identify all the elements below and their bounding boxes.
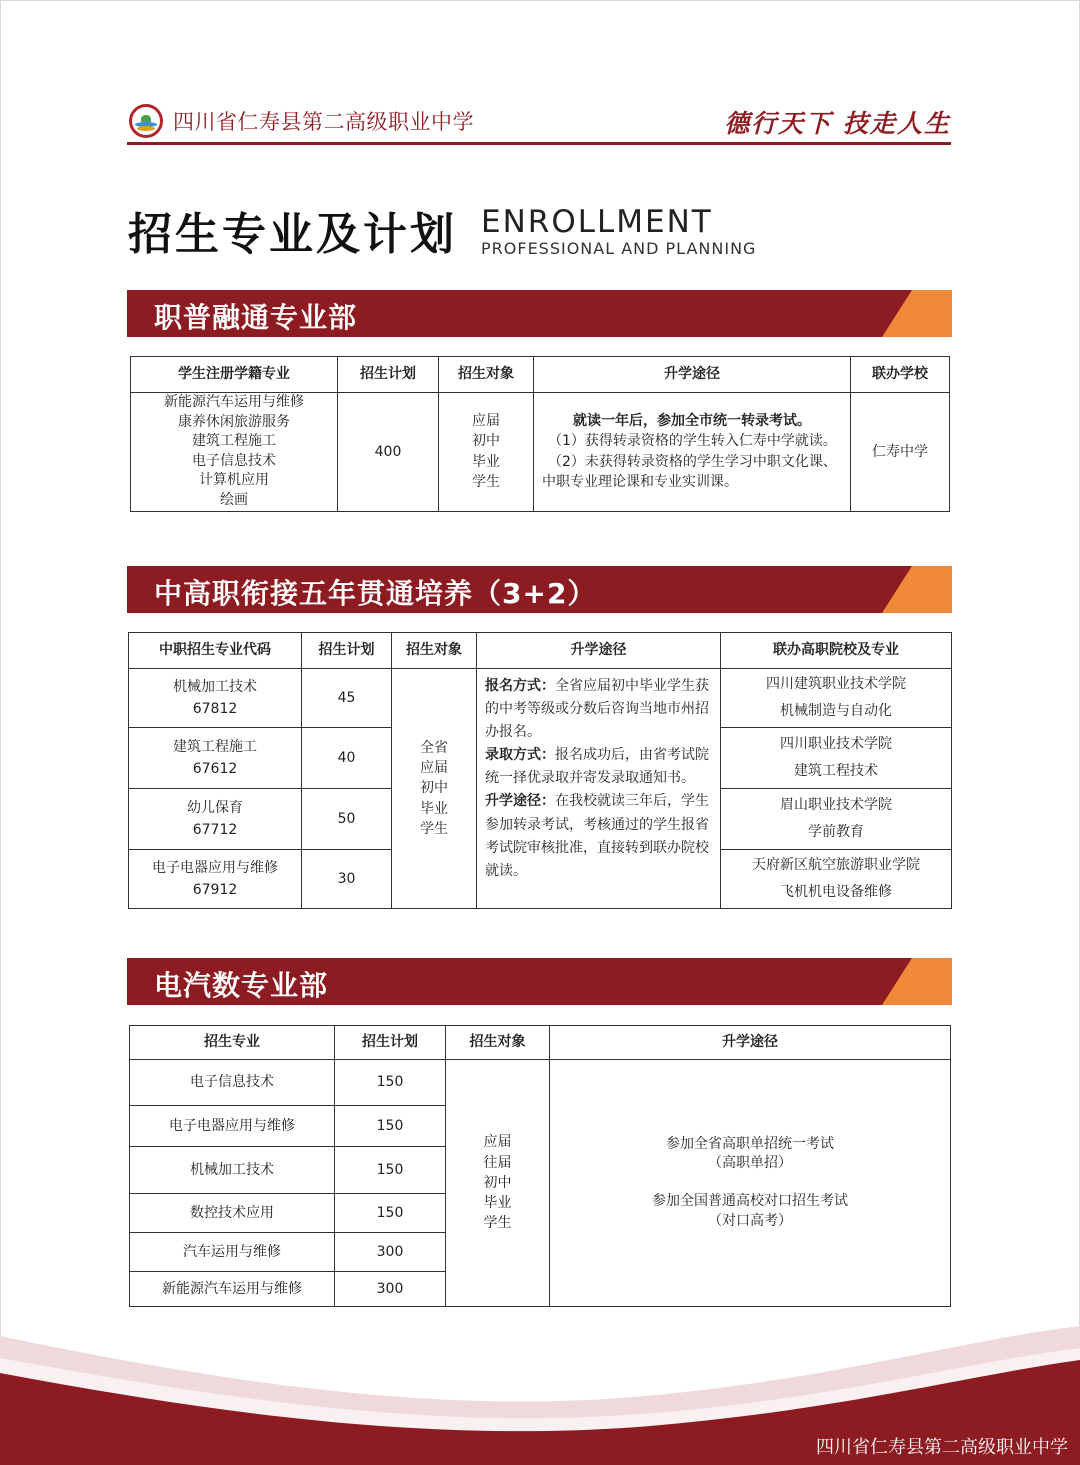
plan-cell: 300 xyxy=(335,1233,446,1272)
footer-school-name: 四川省仁寿县第二高级职业中学 xyxy=(816,1437,1068,1458)
target-line: 应届 xyxy=(472,413,500,430)
page-header xyxy=(127,98,951,145)
col-header: 招生计划 xyxy=(302,633,392,669)
target-line: 学生 xyxy=(472,474,500,491)
col-header: 升学途径 xyxy=(477,633,721,669)
path-cell xyxy=(477,669,721,909)
major-item: 计算机应用 xyxy=(199,472,269,489)
path-line: （2）未获得转录资格的学生学习中职文化课、 xyxy=(548,453,837,470)
col-header: 中职招生专业代码 xyxy=(129,633,302,669)
plan-cell: 400 xyxy=(338,393,439,512)
col-header: 联办学校 xyxy=(851,357,950,393)
target-cell xyxy=(439,393,534,512)
major-name: 机械加工技术 xyxy=(173,678,257,695)
major-cell: 数控技术应用 xyxy=(130,1194,335,1233)
table-3plus2 xyxy=(128,632,952,909)
table-header-row xyxy=(129,633,952,669)
college-cell xyxy=(721,728,952,789)
target-line: 应届 xyxy=(420,760,448,777)
page-subtitle-en: PROFESSIONAL AND PLANNING xyxy=(481,239,757,258)
college-name: 眉山职业技术学院 xyxy=(780,797,892,814)
target-line: 全省 xyxy=(420,739,448,756)
col-header: 招生专业 xyxy=(130,1026,335,1060)
target-line: 初中 xyxy=(472,433,500,450)
table-vocational-general xyxy=(130,356,950,512)
major-item: 新能源汽车运用与维修 xyxy=(164,394,304,410)
major-code-cell xyxy=(129,728,302,789)
target-line: 应届 xyxy=(483,1134,512,1151)
col-header: 升学途径 xyxy=(550,1026,951,1060)
col-header: 招生计划 xyxy=(335,1026,446,1060)
col-header: 学生注册学籍专业 xyxy=(131,357,338,393)
major-cell: 新能源汽车运用与维修 xyxy=(130,1272,335,1307)
path-label: 录取方式： xyxy=(485,747,555,764)
plan-cell: 50 xyxy=(302,789,392,850)
plan-cell: 30 xyxy=(302,850,392,909)
path-line: 中职专业理论课和专业实训课。 xyxy=(542,474,738,491)
major-code-cell xyxy=(129,789,302,850)
plan-cell: 150 xyxy=(335,1194,446,1233)
target-line: 初中 xyxy=(420,780,448,797)
page-title-en: ENROLLMENT xyxy=(481,204,713,240)
col-header: 招生对象 xyxy=(446,1026,550,1060)
path-text: 报名成功后，由省考试院统一择优录取并寄发录取通知书。 xyxy=(485,747,709,787)
plan-cell: 150 xyxy=(335,1147,446,1194)
major-cell: 电子电器应用与维修 xyxy=(130,1106,335,1147)
section-title: 电汽数专业部 xyxy=(154,969,329,1002)
college-major: 机械制造与自动化 xyxy=(780,703,892,719)
major-name: 电子电器应用与维修 xyxy=(152,859,278,876)
majors-cell xyxy=(131,393,338,512)
path-line: 参加全国普通高校对口招生考试 xyxy=(652,1193,848,1209)
section-banner-3plus2 xyxy=(127,566,952,613)
path-line: （高职单招） xyxy=(708,1155,792,1172)
major-cell: 电子信息技术 xyxy=(130,1060,335,1106)
school-logo-icon xyxy=(129,104,163,138)
table-row xyxy=(129,669,952,728)
table-row xyxy=(130,1060,951,1106)
major-item: 绘画 xyxy=(220,491,248,508)
major-item: 建筑工程施工 xyxy=(192,433,276,450)
table-row xyxy=(131,393,950,512)
major-item: 电子信息技术 xyxy=(192,452,276,469)
college-cell xyxy=(721,789,952,850)
path-cell xyxy=(534,393,851,512)
col-header: 招生计划 xyxy=(338,357,439,393)
major-cell: 机械加工技术 xyxy=(130,1147,335,1194)
school-motto: 德行天下 技走人生 xyxy=(724,109,951,138)
major-item: 康养休闲旅游服务 xyxy=(178,413,290,430)
college-major: 建筑工程技术 xyxy=(794,763,878,779)
path-text: 全省应届初中毕业学生获的中考等级或分数后咨询当地市州招办报名。 xyxy=(485,678,709,741)
college-name: 天府新区航空旅游职业学院 xyxy=(752,857,920,874)
section-title: 中高职衔接五年贯通培养（3+2） xyxy=(154,577,597,610)
college-name: 四川建筑职业技术学院 xyxy=(766,676,906,693)
target-line: 毕业 xyxy=(472,453,500,470)
target-cell xyxy=(446,1060,550,1307)
target-line: 往届 xyxy=(483,1154,512,1171)
major-name: 幼儿保育 xyxy=(187,799,243,816)
col-header: 联办高职院校及专业 xyxy=(721,633,952,669)
major-code-cell xyxy=(129,850,302,909)
path-label: 报名方式： xyxy=(485,678,555,694)
major-code: 67812 xyxy=(192,701,238,717)
major-code: 67612 xyxy=(192,761,238,777)
partner-cell: 仁寿中学 xyxy=(851,393,950,512)
path-line: （1）获得转录资格的学生转入仁寿中学就读。 xyxy=(548,433,837,450)
section-title: 职普融通专业部 xyxy=(154,301,358,334)
plan-cell: 45 xyxy=(302,669,392,728)
path-line: 就读一年后，参加全市统一转录考试。 xyxy=(573,413,811,430)
path-line: 参加全省高职单招统一考试 xyxy=(666,1135,834,1152)
college-major: 学前教育 xyxy=(808,824,864,840)
major-code-cell xyxy=(129,669,302,728)
college-name: 四川职业技术学院 xyxy=(780,736,892,753)
school-name: 四川省仁寿县第二高级职业中学 xyxy=(173,110,474,134)
college-cell xyxy=(721,850,952,909)
banner-accent xyxy=(882,566,952,613)
plan-cell: 40 xyxy=(302,728,392,789)
section-banner-vocational-general xyxy=(127,290,952,337)
spacer xyxy=(550,1174,950,1192)
col-header: 招生对象 xyxy=(439,357,534,393)
major-name: 建筑工程施工 xyxy=(173,738,257,755)
path-line: （对口高考） xyxy=(708,1212,792,1229)
path-label: 升学途径： xyxy=(485,793,555,810)
target-line: 毕业 xyxy=(420,800,448,817)
target-line: 学生 xyxy=(420,820,448,837)
path-text: 在我校就读三年后，学生参加转录考试，考核通过的学生报省考试院审核批准，直接转到联办院校就读。 xyxy=(485,793,709,879)
table-electrical-auto-cnc xyxy=(129,1025,951,1307)
target-line: 初中 xyxy=(483,1174,512,1191)
col-header: 升学途径 xyxy=(534,357,851,393)
col-header: 招生对象 xyxy=(392,633,477,669)
college-major: 飞机机电设备维修 xyxy=(780,884,892,900)
target-line: 毕业 xyxy=(483,1195,512,1212)
major-code: 67912 xyxy=(192,882,238,898)
target-cell xyxy=(392,669,477,909)
banner-accent xyxy=(882,958,952,1005)
target-line: 学生 xyxy=(483,1215,512,1232)
plan-cell: 150 xyxy=(335,1060,446,1106)
college-cell xyxy=(721,669,952,728)
page-title: 招生专业及计划 xyxy=(128,209,457,260)
path-cell xyxy=(550,1060,951,1307)
table-header-row xyxy=(131,357,950,393)
table-header-row xyxy=(130,1026,951,1060)
banner-accent xyxy=(882,290,952,337)
plan-cell: 300 xyxy=(335,1272,446,1307)
major-code: 67712 xyxy=(192,822,238,838)
plan-cell: 150 xyxy=(335,1106,446,1147)
major-cell: 汽车运用与维修 xyxy=(130,1233,335,1272)
section-banner-electrical-auto-cnc xyxy=(127,958,952,1005)
